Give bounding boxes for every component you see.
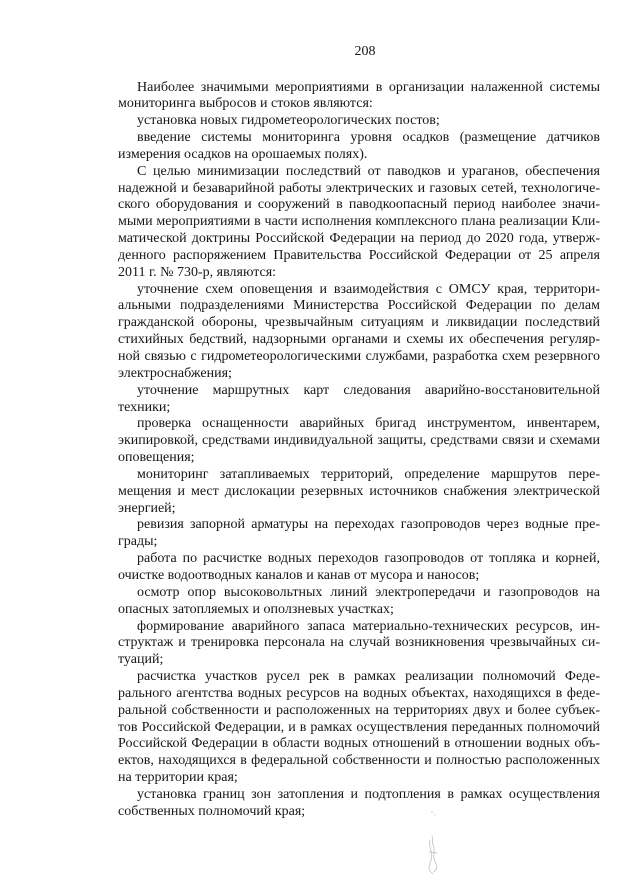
text-line: 2011 г. № 730-р, являются: [118, 264, 277, 280]
text-line: матической доктрины Российской Федерации на период до 2020 года, утверж- [118, 231, 600, 247]
text-line: ной связью с гидрометеорологическими службами, разработка схем резервного [118, 349, 600, 364]
paragraph [118, 383, 600, 417]
text-line: ревизия запорной арматуры на переходах газопроводов через водные пре- [137, 517, 600, 533]
paragraph [118, 551, 600, 585]
paragraph [118, 282, 600, 383]
text-line: стихийных бедствий, надзорными органами и схемы их обеспечения регуляр- [118, 332, 600, 348]
text-line: собственных полномочий края; [118, 803, 306, 819]
paragraph [118, 113, 600, 130]
text-line: мыми мероприятиями в части исполнения комплексного плана реализации Кли- [118, 214, 600, 230]
handwritten-mark [420, 806, 450, 878]
paragraph [118, 80, 600, 114]
text-line: гражданской обороны, чрезвычайным ситуациям и ликвидации последствий [118, 315, 600, 331]
text-line: туаций; [118, 652, 164, 668]
text-line: установка границ зон затопления и подтопления в рамках осуществления [137, 786, 600, 802]
text-line: С целью минимизации последствий от паводков и ураганов, обеспечения [137, 163, 600, 179]
text-line: мониторинга выбросов и стоков являются: [118, 96, 373, 112]
text-line: денного распоряжением Правительства Российской Федерации от 25 апреля [118, 247, 600, 263]
text-line: измерения осадков на орошаемых полях). [118, 146, 368, 162]
text-line: расчистка участков русел рек в рамках реализации полномочий Феде- [137, 669, 600, 685]
text-line: Российской Федерации в области водных отношений в отношении водных объ- [118, 736, 600, 752]
paragraph [118, 416, 600, 467]
paragraph [118, 517, 600, 551]
paragraph [118, 619, 600, 670]
text-line: ектов, находящихся в федеральной собственности и полностью расположенных [118, 753, 600, 769]
paragraph [118, 585, 600, 619]
text-line: электроснабжения; [118, 365, 232, 381]
document-body [118, 80, 600, 821]
paragraph [118, 787, 600, 821]
paragraph [118, 669, 600, 787]
text-line: проверка оснащенности аварийных бригад инструментом, инвентарем, [137, 416, 600, 432]
paragraph [118, 164, 600, 282]
text-line: экипировкой, средствами индивидуальной защиты, средствами связи и схемами [118, 433, 600, 449]
text-line: работа по расчистке водных переходов газопроводов от топляка и корней, [137, 551, 600, 567]
text-line: очистке водоотводных каналов и канав от мусора и наносов; [118, 567, 480, 583]
text-line: опасных затопляемых и оползневых участках; [118, 601, 394, 617]
text-line: введение системы мониторинга уровня осадков (размещение датчиков [137, 130, 600, 146]
text-line: альными подразделениями Министерства Российской Федерации по делам [118, 298, 600, 314]
text-line: грады; [118, 534, 158, 550]
text-line: мещения и мест дислокации резервных источников снабжения электрической [118, 483, 600, 499]
paragraph [118, 467, 600, 518]
text-line: надежной и безаварийной работы электрических и газовых сетей, технологиче- [118, 180, 600, 196]
text-line: ского оборудования и сооружений в паводкоопасный период наиболее значи- [118, 197, 600, 213]
text-line: структаж и тренировка персонала на случай возникновения чрезвычайных си- [118, 635, 600, 651]
text-line: осмотр опор высоковольтных линий электропередачи и газопроводов на [137, 584, 600, 600]
text-line: мониторинг затапливаемых территорий, определение маршрутов пере- [137, 466, 600, 482]
text-line: техники; [118, 399, 171, 415]
text-line: энергией; [118, 500, 176, 516]
paragraph [118, 130, 600, 164]
text-line: Наиболее значимыми мероприятиями в организации налаженной системы [137, 79, 600, 95]
page-number: 208 [354, 44, 376, 59]
text-line: тов Российской Федерации, и в рамках осуществления переданных полномочий [118, 719, 600, 735]
text-line: уточнение схем оповещения и взаимодействия с ОМСУ края, территори- [137, 281, 600, 297]
text-line: на территории края; [118, 770, 238, 786]
text-line: оповещения; [118, 450, 195, 466]
text-line: рального агентства водных ресурсов на водных объектах, находящихся в феде- [118, 685, 600, 701]
text-line: формирование аварийного запаса материально-технических ресурсов, ин- [137, 618, 600, 634]
text-line: уточнение маршрутных карт следования аварийно-восстановительной [137, 382, 600, 398]
text-line: ральной собственности и расположенных на территориях двух и более субъек- [118, 702, 600, 718]
text-line: установка новых гидрометеорологических постов; [137, 113, 440, 129]
